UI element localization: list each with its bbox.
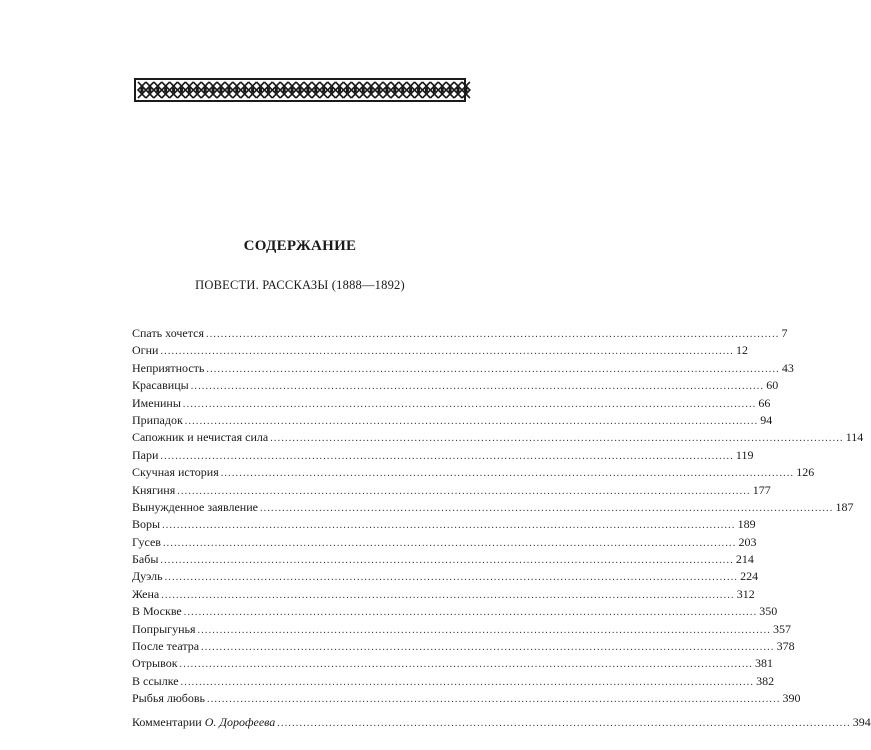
ornamental-header-band <box>134 78 466 102</box>
toc-entry-page: 357 <box>773 621 791 636</box>
toc-entry[interactable] <box>132 429 864 446</box>
toc-entry-page: 114 <box>845 430 864 445</box>
toc-entry-title: Неприятность <box>132 360 205 375</box>
toc-dot-leader: ........................................................................................................................................................... <box>206 329 780 340</box>
toc-entry-title: Припадок <box>132 412 183 427</box>
toc-entry[interactable] <box>132 464 815 481</box>
toc-entry-title: Вынужденное заявление <box>132 499 258 514</box>
toc-entry[interactable] <box>132 673 775 690</box>
toc-entry-title: Спать хочется <box>132 326 204 340</box>
toc-entry-page: 43 <box>781 360 794 375</box>
toc-entry[interactable] <box>132 568 759 585</box>
toc-entry-title: Бабы <box>132 552 159 567</box>
toc-entry-page: 60 <box>766 378 779 393</box>
toc-entry-title: Попрыгунья <box>132 621 196 636</box>
toc-entry[interactable] <box>132 412 773 429</box>
toc-entry-title: После театра <box>132 639 200 654</box>
toc-entry[interactable] <box>132 377 779 394</box>
toc-entry-commentary[interactable] <box>132 714 871 731</box>
toc-entry-title: Огни <box>132 343 159 358</box>
toc-dot-leader: ........................................................................................................................................................... <box>184 415 759 427</box>
toc-dot-leader: ........................................................................................................................................................... <box>277 717 851 729</box>
toc-entry-page: 189 <box>737 517 756 532</box>
toc-entry[interactable] <box>132 342 748 359</box>
toc-entry-title: В ссылке <box>132 673 179 688</box>
toc-dot-leader: ........................................................................................................................................................... <box>183 607 758 619</box>
toc-entry-title: Именины <box>132 395 181 410</box>
toc-entry-title: Гусев <box>132 534 161 549</box>
toc-entry[interactable] <box>132 499 854 516</box>
ornament-pattern-icon <box>138 82 462 98</box>
toc-entry-page: 119 <box>735 447 754 462</box>
toc-dot-leader: ........................................................................................................................................................... <box>207 694 781 706</box>
toc-entry-title: В Москве <box>132 604 182 619</box>
toc-dot-leader: ........................................................................................................................................................... <box>270 433 844 445</box>
toc-dot-leader: ........................................................................................................................................................... <box>177 485 751 497</box>
toc-entry-title: Пари <box>132 447 159 462</box>
toc-dot-leader: ........................................................................................................................................................... <box>201 642 775 654</box>
toc-entry[interactable] <box>132 621 791 638</box>
toc-entry-page: 203 <box>738 534 757 549</box>
toc-dot-leader: ........................................................................................................................................................... <box>161 589 735 601</box>
toc-entry-title: Сапожник и нечистая сила <box>132 430 269 445</box>
toc-entry-page: 390 <box>782 691 801 706</box>
toc-entry[interactable] <box>132 690 801 707</box>
toc-entry-title: Воры <box>132 517 161 532</box>
toc-entry[interactable] <box>132 655 774 672</box>
toc-dot-leader: ........................................................................................................................................................... <box>190 381 765 393</box>
toc-entry[interactable] <box>132 325 788 342</box>
toc-entry[interactable] <box>132 516 756 533</box>
toc-entry-page: 382 <box>756 673 775 688</box>
toc-entry[interactable] <box>132 586 755 603</box>
commentary-label: Комментарии <box>132 714 202 729</box>
toc-entry-page: 381 <box>755 656 774 671</box>
toc-dot-leader: ........................................................................................................................................................... <box>180 676 755 688</box>
toc-entry[interactable] <box>132 395 771 412</box>
toc-entry-title: Жена <box>132 586 160 601</box>
toc-dot-leader: ........................................................................................................................................................... <box>259 502 834 514</box>
toc-entry-title: Отрывок <box>132 656 178 671</box>
toc-entry-page: 66 <box>758 395 771 410</box>
toc-entry-page: 126 <box>796 465 815 480</box>
section-subtitle: ПОВЕСТИ. РАССКАЗЫ (1888—1892) <box>195 278 405 292</box>
toc-entry[interactable] <box>132 638 795 655</box>
toc-entry[interactable] <box>132 482 771 499</box>
toc-dot-leader: ........................................................................................................................................................... <box>164 572 739 584</box>
toc-entry[interactable] <box>132 447 754 464</box>
toc-entry-page: 177 <box>752 482 771 497</box>
toc-entry-page: 187 <box>835 499 854 514</box>
toc-dot-leader: ........................................................................................................................................................... <box>220 468 795 480</box>
toc-entry-page: 7 <box>781 326 788 340</box>
commentary-author: О. Дорофеева <box>204 714 276 729</box>
toc-dot-leader: ........................................................................................................................................................... <box>197 624 771 636</box>
toc-entry-title: Рыбья любовь <box>132 691 206 706</box>
toc-entry-page: 378 <box>776 639 795 654</box>
table-of-contents <box>132 325 871 731</box>
toc-entry[interactable] <box>132 534 757 551</box>
toc-entry[interactable] <box>132 360 794 377</box>
toc-entry-page: 224 <box>740 569 759 584</box>
toc-entry-page: 214 <box>735 552 754 567</box>
toc-entry-title: Скучная история <box>132 465 219 480</box>
toc-entry-page: 94 <box>760 412 773 427</box>
toc-dot-leader: ........................................................................................................................................................... <box>179 659 754 671</box>
toc-entry[interactable] <box>132 603 778 620</box>
page-title: СОДЕРЖАНИЕ <box>243 238 357 254</box>
toc-entry-title: Дуэль <box>132 569 163 584</box>
toc-entry-page: 394 <box>852 714 871 729</box>
toc-dot-leader: ........................................................................................................................................................... <box>162 520 736 532</box>
toc-dot-leader: ........................................................................................................................................................... <box>160 555 734 567</box>
toc-entry-title <box>132 714 275 731</box>
toc-entry-title: Красавицы <box>132 378 189 393</box>
toc-dot-leader: ........................................................................................................................................................... <box>206 363 780 375</box>
toc-entry-page: 312 <box>736 586 755 601</box>
toc-entry-title: Княгиня <box>132 482 176 497</box>
toc-dot-leader: ........................................................................................................................................................... <box>162 537 737 549</box>
toc-dot-leader: ........................................................................................................................................................... <box>160 450 734 462</box>
toc-entry-page: 12 <box>735 343 748 358</box>
toc-entry[interactable] <box>132 551 754 568</box>
toc-dot-leader: ........................................................................................................................................................... <box>160 346 734 358</box>
toc-dot-leader: ........................................................................................................................................................... <box>182 398 757 410</box>
toc-entry-page: 350 <box>759 604 778 619</box>
